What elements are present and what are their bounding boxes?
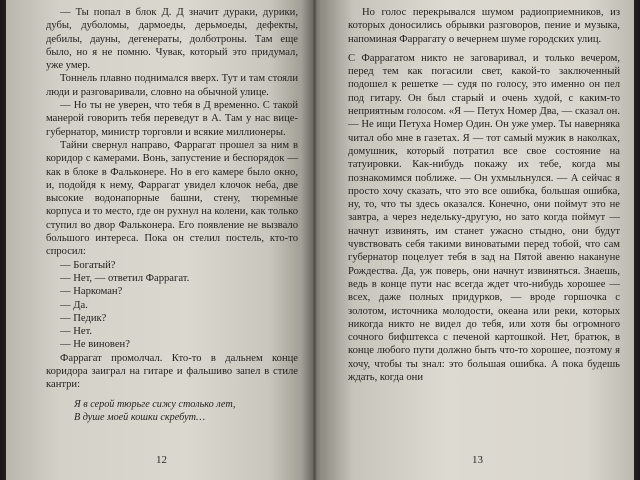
paragraph: — Ты попал в блок Д. Д значит дураки, дурики, дубы, дуболомы, дармоеды, дерьмоеды, дефекты, дебилы, дауны, дегенераты, долботроны. Там еще было, но я не помню. Чувак, который это придумал, уже умер. bbox=[46, 7, 298, 72]
paragraph: Тайни свернул направо, Фаррагат прошел за ним в коридор с камерами. Вонь, запустение и беспорядок — как в блоке в Фальконере. Но в его камере было окно, и, подойдя к нему, Фаррагат увидел клочок неба, две высокие водонапорные башни, стену, тюремные корпуса и то место, где он рухнул на колени, как только ступил во двор Фальконера. Его появление не вызвало большого интереса. Пока он стелил постель, кто-то спросил: bbox=[46, 139, 298, 258]
paragraph: Тоннель плавно поднимался вверх. Тут и там стояли люди и разговаривали, словно на обычной улице. bbox=[46, 73, 298, 98]
dialogue-line: — Не виновен? bbox=[60, 339, 130, 351]
paragraph: Но голос перекрывался шумом радиоприемников, из которых доносились обрывки разговоров, пение и музыка, напоминая Фаррагату о вечернем шуме городских улиц. bbox=[348, 7, 620, 45]
left-page-text bbox=[46, 6, 298, 424]
dialogue-line: — Наркоман? bbox=[60, 286, 123, 298]
dialogue-line: — Богатый? bbox=[60, 259, 116, 271]
right-page-text bbox=[348, 6, 620, 384]
page-number: 13 bbox=[472, 454, 483, 466]
page-number: 12 bbox=[156, 454, 167, 466]
dialogue-line: — Да. bbox=[60, 299, 88, 311]
paragraph: С Фаррагатом никто не заговаривал, и только вечером, перед тем как погасили свет, какой-то заключенный подошел к решетке — судя по голосу, это именно он пел под гитару. Он был старый и очень худой, с каким-то неприятным голосом. «Я — Петух Номер Два, — сказал он. — Не ищи Петуха Номер Один. Он уже умер. Ты наверняка читал обо мне в газетах. Я — тот самый мужик в наколках, домушник, который потратил все свое состояние на татуировки. Как-нибудь покажу их тебе, когда мы познакомимся поближе. — Он ухмыльнулся. — А сейчас я просто хочу сказать, что это все ошибка, большая ошибка, ну, то, что ты здесь оказался. Конечно, они поймут это не завтра, а через недельку-другую, но зато когда поймут — начнут извинять, им станет ужасно стыдно, они будут чувствовать себя такими виноватыми перед тобой, что сам губернатор поцелует тебя в зад на Пятой авеню накануне Рождества. Да, уж поверь, они начнут извиняться. Знаешь, ведь в конце пути нас всегда ждет что-нибудь хорошее — всех, даже полных придурков, — вроде горшочка с золотом, источника молодости, океана или реки, которых никогда никто не видел до тебя, или хотя бы огромного сочного бифштекса с печеной картошкой. Нет, братюк, в конце любого пути должно быть что-то хорошее, поэтому я хочу, чтобы ты знал: это большая ошибка. А пока будешь ждать, когда они bbox=[348, 52, 620, 384]
paragraph: — Но ты не уверен, что тебя в Д временно. С такой манерой говорить тебя переведут в А. Там у нас вице-губернатор, министр торговли и всякие миллионеры. bbox=[46, 100, 298, 138]
right-page bbox=[322, 0, 634, 480]
dialogue-line: — Нет, — ответил Фаррагат. bbox=[60, 272, 190, 284]
verse-line: В душе моей кошки скребут… bbox=[74, 411, 206, 423]
dialogue-line: — Педик? bbox=[60, 312, 107, 324]
paragraph: Фаррагат промолчал. Кто-то в дальнем конце коридора заиграл на гитаре и фальшиво запел в стиле кантри: bbox=[46, 352, 298, 391]
left-page bbox=[6, 0, 306, 480]
dialogue-line: — Нет. bbox=[60, 326, 93, 338]
song-verse bbox=[74, 398, 298, 424]
verse-line: Я в серой тюрьге сижу столько лет, bbox=[74, 398, 236, 410]
